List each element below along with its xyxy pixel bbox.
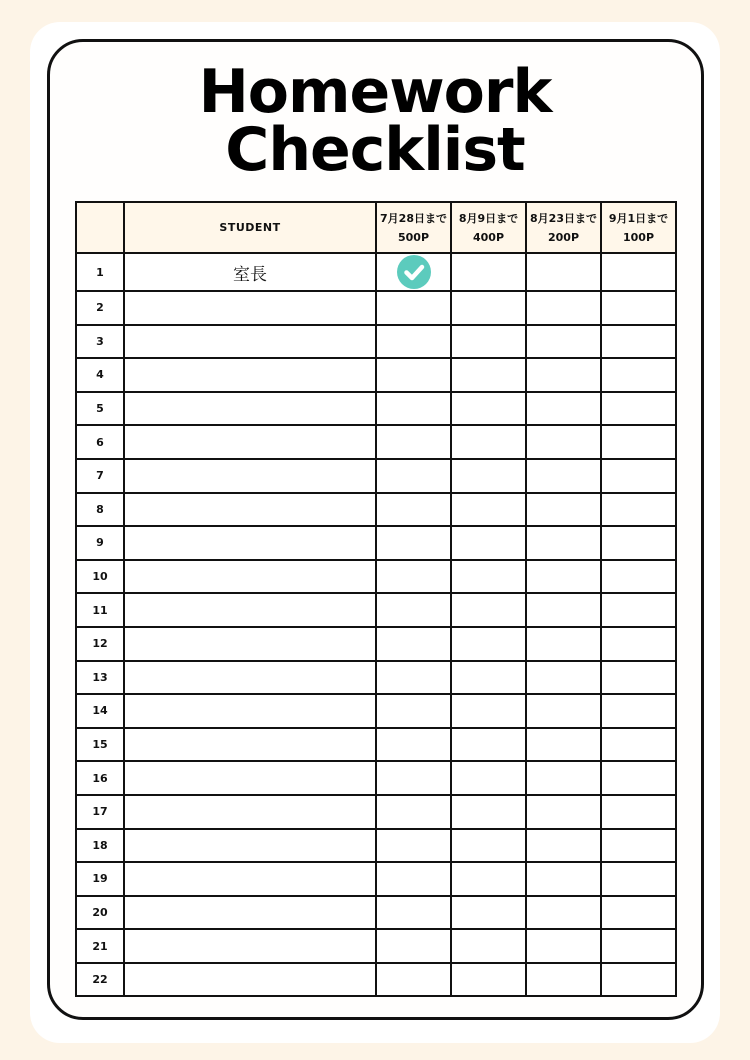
table-row <box>76 661 676 695</box>
student-name-cell[interactable] <box>124 425 376 459</box>
deadline-date: 9月1日まで <box>608 211 669 225</box>
row-number: 7 <box>76 459 124 493</box>
row-number: 13 <box>76 661 124 695</box>
check-cell[interactable] <box>526 392 601 426</box>
row-number: 9 <box>76 526 124 560</box>
check-cell[interactable] <box>451 253 526 291</box>
check-cell[interactable] <box>526 425 601 459</box>
check-cell[interactable] <box>376 560 451 594</box>
check-cell[interactable] <box>601 795 676 829</box>
student-header: STUDENT <box>124 202 376 253</box>
table-row <box>76 493 676 527</box>
table-row <box>76 526 676 560</box>
student-name-cell[interactable] <box>124 627 376 661</box>
check-cell[interactable] <box>526 526 601 560</box>
row-number: 12 <box>76 627 124 661</box>
check-cell[interactable] <box>526 862 601 896</box>
check-cell[interactable] <box>451 459 526 493</box>
check-cell[interactable] <box>526 358 601 392</box>
table-row <box>76 291 676 325</box>
check-cell[interactable] <box>376 661 451 695</box>
row-number: 19 <box>76 862 124 896</box>
check-cell[interactable] <box>601 728 676 762</box>
check-cell[interactable] <box>526 593 601 627</box>
row-number: 1 <box>76 253 124 291</box>
check-cell[interactable] <box>451 862 526 896</box>
table-row <box>76 593 676 627</box>
check-cell[interactable] <box>376 526 451 560</box>
check-cell[interactable] <box>451 425 526 459</box>
table-row <box>76 862 676 896</box>
check-cell[interactable] <box>526 661 601 695</box>
check-cell[interactable] <box>601 493 676 527</box>
check-cell[interactable] <box>526 694 601 728</box>
check-cell[interactable] <box>376 694 451 728</box>
check-cell[interactable] <box>601 694 676 728</box>
check-cell[interactable] <box>601 896 676 930</box>
deadline-points: 400P <box>472 230 505 244</box>
deadline-points: 100P <box>622 230 655 244</box>
check-cell[interactable] <box>451 661 526 695</box>
student-name-cell[interactable] <box>124 459 376 493</box>
check-cell[interactable] <box>601 392 676 426</box>
header-row <box>76 202 676 253</box>
row-number: 18 <box>76 829 124 863</box>
check-cell[interactable] <box>601 325 676 359</box>
row-number: 16 <box>76 761 124 795</box>
check-cell[interactable] <box>451 593 526 627</box>
check-cell[interactable] <box>376 829 451 863</box>
deadline-header <box>526 202 601 253</box>
deadline-date: 8月9日まで <box>458 211 519 225</box>
student-name-cell[interactable] <box>124 661 376 695</box>
homework-checklist-table <box>75 201 677 997</box>
student-name-cell[interactable] <box>124 593 376 627</box>
check-cell[interactable] <box>451 291 526 325</box>
check-cell[interactable] <box>526 325 601 359</box>
table-row <box>76 795 676 829</box>
table-row <box>76 761 676 795</box>
student-name-cell[interactable] <box>124 325 376 359</box>
row-number: 2 <box>76 291 124 325</box>
check-cell[interactable] <box>376 896 451 930</box>
check-cell[interactable] <box>451 829 526 863</box>
check-cell[interactable] <box>526 829 601 863</box>
student-name-cell[interactable] <box>124 761 376 795</box>
deadline-date: 7月28日まで <box>380 211 447 225</box>
check-cell[interactable] <box>601 761 676 795</box>
row-number: 6 <box>76 425 124 459</box>
check-cell[interactable] <box>376 392 451 426</box>
table-row <box>76 728 676 762</box>
row-number: 3 <box>76 325 124 359</box>
table-row <box>76 325 676 359</box>
student-name-cell[interactable] <box>124 795 376 829</box>
row-number: 21 <box>76 929 124 963</box>
check-cell[interactable] <box>451 963 526 997</box>
check-cell[interactable] <box>601 627 676 661</box>
check-cell[interactable] <box>376 493 451 527</box>
check-cell[interactable] <box>451 526 526 560</box>
check-cell[interactable] <box>601 929 676 963</box>
check-cell[interactable] <box>601 358 676 392</box>
deadline-date: 8月23日まで <box>530 211 597 225</box>
row-number: 10 <box>76 560 124 594</box>
check-cell[interactable] <box>451 761 526 795</box>
deadline-header <box>451 202 526 253</box>
check-cell[interactable] <box>526 627 601 661</box>
check-cell[interactable] <box>376 253 451 291</box>
check-cell[interactable] <box>451 325 526 359</box>
row-number: 11 <box>76 593 124 627</box>
check-cell[interactable] <box>601 253 676 291</box>
page-title-line1: Homework <box>198 57 552 127</box>
check-cell[interactable] <box>451 392 526 426</box>
check-cell[interactable] <box>451 728 526 762</box>
table-row <box>76 392 676 426</box>
check-cell[interactable] <box>601 593 676 627</box>
check-cell[interactable] <box>526 896 601 930</box>
check-circle-icon <box>396 254 432 290</box>
row-number: 4 <box>76 358 124 392</box>
check-cell[interactable] <box>376 627 451 661</box>
table-row <box>76 459 676 493</box>
table-row <box>76 560 676 594</box>
check-cell[interactable] <box>376 459 451 493</box>
student-name-cell[interactable] <box>124 526 376 560</box>
row-number: 15 <box>76 728 124 762</box>
check-cell[interactable] <box>601 425 676 459</box>
check-cell[interactable] <box>376 291 451 325</box>
check-cell[interactable] <box>376 929 451 963</box>
student-name-cell[interactable] <box>124 728 376 762</box>
student-name-cell[interactable] <box>124 829 376 863</box>
student-name-cell[interactable] <box>124 694 376 728</box>
check-cell[interactable] <box>526 795 601 829</box>
student-name-cell[interactable] <box>124 896 376 930</box>
check-cell[interactable] <box>601 862 676 896</box>
check-cell[interactable] <box>601 829 676 863</box>
row-number: 20 <box>76 896 124 930</box>
table-row <box>76 627 676 661</box>
check-cell[interactable] <box>526 929 601 963</box>
student-name-cell[interactable] <box>124 862 376 896</box>
check-cell[interactable] <box>376 862 451 896</box>
student-name-cell[interactable] <box>124 963 376 997</box>
deadline-points: 200P <box>547 230 580 244</box>
check-cell[interactable] <box>601 526 676 560</box>
check-cell[interactable] <box>601 459 676 493</box>
check-cell[interactable] <box>526 291 601 325</box>
row-number: 22 <box>76 963 124 997</box>
check-cell[interactable] <box>526 560 601 594</box>
check-cell[interactable] <box>451 896 526 930</box>
table-row <box>76 829 676 863</box>
table-row <box>76 694 676 728</box>
check-cell[interactable] <box>376 728 451 762</box>
check-cell[interactable] <box>526 728 601 762</box>
check-cell[interactable] <box>451 929 526 963</box>
deadline-header <box>601 202 676 253</box>
check-cell[interactable] <box>451 627 526 661</box>
deadline-header <box>376 202 451 253</box>
check-cell[interactable] <box>526 459 601 493</box>
check-cell[interactable] <box>451 795 526 829</box>
student-name-cell[interactable] <box>124 358 376 392</box>
check-cell[interactable] <box>451 358 526 392</box>
row-number: 5 <box>76 392 124 426</box>
row-number: 14 <box>76 694 124 728</box>
deadline-points: 500P <box>397 230 430 244</box>
check-cell[interactable] <box>376 358 451 392</box>
table-row <box>76 358 676 392</box>
check-cell[interactable] <box>451 493 526 527</box>
number-header <box>76 202 124 253</box>
student-name-cell[interactable]: 室長 <box>124 253 376 291</box>
check-cell[interactable] <box>526 761 601 795</box>
check-cell[interactable] <box>376 593 451 627</box>
page-title-line2: Checklist <box>225 115 525 185</box>
student-name-cell[interactable] <box>124 929 376 963</box>
check-cell[interactable] <box>601 963 676 997</box>
student-name-cell[interactable] <box>124 392 376 426</box>
check-cell[interactable] <box>526 963 601 997</box>
table-row <box>76 896 676 930</box>
student-name-cell[interactable] <box>124 493 376 527</box>
check-cell[interactable] <box>526 493 601 527</box>
row-number: 8 <box>76 493 124 527</box>
check-cell[interactable] <box>451 694 526 728</box>
check-cell[interactable] <box>601 560 676 594</box>
check-cell[interactable] <box>451 560 526 594</box>
table-row <box>76 425 676 459</box>
check-cell[interactable] <box>376 761 451 795</box>
table-row <box>76 929 676 963</box>
table-row <box>76 963 676 997</box>
check-cell[interactable] <box>376 325 451 359</box>
check-cell[interactable] <box>601 291 676 325</box>
student-name-cell[interactable] <box>124 291 376 325</box>
student-name-cell[interactable] <box>124 560 376 594</box>
check-cell[interactable] <box>376 795 451 829</box>
check-cell[interactable] <box>376 963 451 997</box>
check-cell[interactable] <box>376 425 451 459</box>
check-cell[interactable] <box>526 253 601 291</box>
checklist-body <box>76 253 676 996</box>
check-cell[interactable] <box>601 661 676 695</box>
table-row <box>76 253 676 291</box>
row-number: 17 <box>76 795 124 829</box>
